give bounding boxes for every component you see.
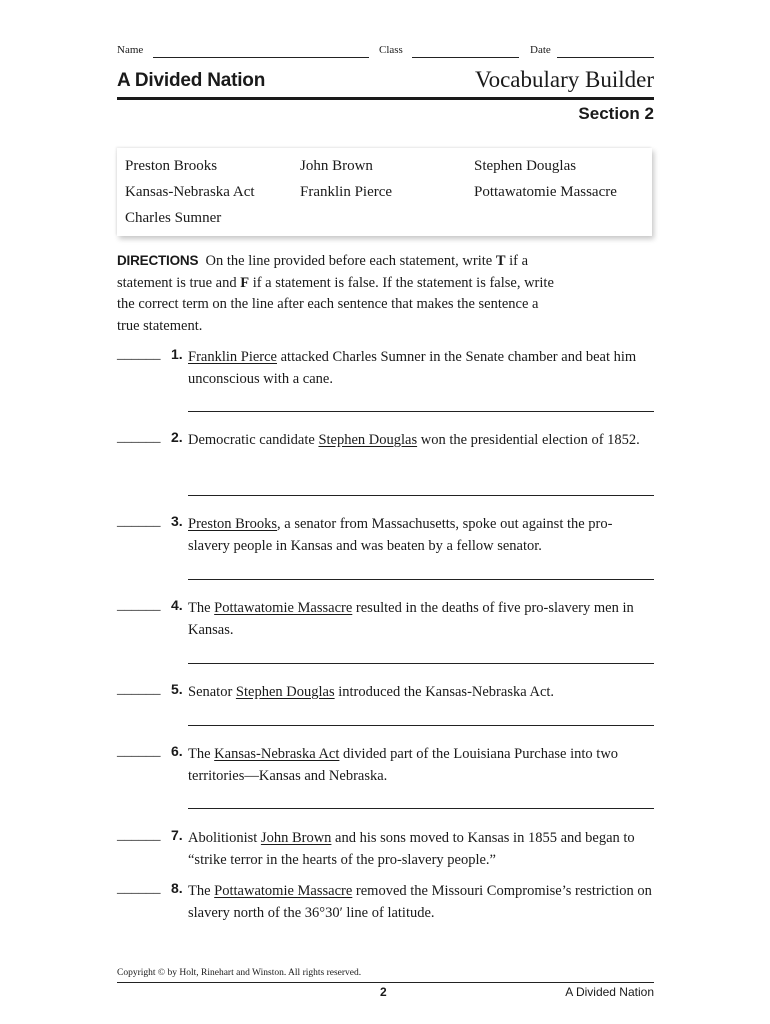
- underlined-term: Stephen Douglas: [318, 432, 418, 448]
- question-statement: Abolitionist John Brown and his sons moved to Kansas in 1855 and began to “strike terror in the hearts of the pro-slavery people.”: [188, 830, 635, 868]
- word-bank-term: Pottawatomie Massacre: [474, 184, 617, 200]
- directions-label: DIRECTIONS: [117, 253, 199, 268]
- question-statement: Democratic candidate Stephen Douglas won the presidential election of 1852.: [188, 432, 640, 448]
- true-false-blank[interactable]: ______: [117, 880, 161, 896]
- class-label: Class: [379, 44, 403, 56]
- underlined-term: Stephen Douglas: [235, 684, 335, 700]
- answer-line[interactable]: [188, 808, 654, 809]
- page-number: 2: [380, 985, 387, 999]
- word-bank-term: Franklin Pierce: [300, 184, 393, 200]
- question-number: 5.: [171, 681, 183, 697]
- answer-line[interactable]: [188, 495, 654, 496]
- true-false-blank[interactable]: ______: [117, 429, 161, 445]
- answer-line[interactable]: [188, 579, 654, 580]
- footer-divider: [117, 982, 654, 983]
- directions: [117, 250, 562, 337]
- word-bank-term: Kansas-Nebraska Act: [125, 184, 255, 200]
- directions-text: On the line provided before each statement, write: [205, 253, 496, 269]
- date-label: Date: [530, 44, 551, 56]
- date-field[interactable]: [557, 57, 654, 58]
- question-statement: The Pottawatomie Massacre removed the Missouri Compromise’s restriction on slavery north of the 36°30′ line of latitude.: [188, 883, 652, 921]
- false-marker: F: [240, 274, 250, 291]
- question-number: 2.: [171, 429, 183, 445]
- question-number: 7.: [171, 827, 183, 843]
- question-statement: Preston Brooks, a senator from Massachusetts, spoke out against the pro-slavery people in Kansas and was beaten by a fellow senator.: [188, 516, 613, 554]
- answer-line[interactable]: [188, 725, 654, 726]
- word-bank-term: John Brown: [300, 158, 373, 174]
- worksheet-title: Vocabulary Builder: [474, 67, 654, 92]
- underlined-term: Preston Brooks: [188, 516, 278, 532]
- directions-text: if a statement is true and: [117, 253, 529, 291]
- true-marker: T: [495, 253, 506, 269]
- question-number: 6.: [171, 743, 183, 759]
- true-false-blank[interactable]: ______: [117, 681, 161, 697]
- question-statement: Franklin Pierce attacked Charles Sumner in the Senate chamber and beat him unconscious with a cane.: [188, 349, 637, 387]
- underlined-term: Kansas-Nebraska Act: [214, 746, 340, 762]
- section-label: Section 2: [578, 104, 654, 123]
- word-bank-term: Charles Sumner: [125, 210, 222, 226]
- student-info-row: [117, 44, 654, 60]
- copyright-notice: Copyright © by Holt, Rinehart and Winston. All rights reserved.: [117, 968, 362, 978]
- question-number: 8.: [171, 880, 183, 896]
- answer-line[interactable]: [188, 411, 654, 412]
- title-divider: [117, 97, 654, 100]
- underlined-term: Franklin Pierce: [188, 349, 277, 365]
- true-false-blank[interactable]: ______: [117, 513, 161, 529]
- word-bank-term: Stephen Douglas: [474, 158, 577, 174]
- word-bank: [117, 148, 652, 236]
- question-statement: The Kansas-Nebraska Act divided part of the Louisiana Purchase into two territories—Kansas and Nebraska.: [188, 746, 619, 784]
- true-false-blank[interactable]: ______: [117, 597, 161, 613]
- question-number: 3.: [171, 513, 183, 529]
- footer-title: A Divided Nation: [565, 985, 654, 999]
- chapter-title: A Divided Nation: [117, 70, 266, 91]
- question-number: 1.: [171, 346, 183, 362]
- name-field[interactable]: [153, 57, 369, 58]
- directions-text: if a statement is false. If the statement is false, write the correct term on the line after each sentence that makes the sentence a true statement.: [117, 274, 554, 334]
- answer-line[interactable]: [188, 663, 654, 664]
- question-statement: Senator Stephen Douglas introduced the Kansas-Nebraska Act.: [188, 684, 555, 700]
- name-label: Name: [117, 44, 144, 56]
- underlined-term: Pottawatomie Massacre: [214, 600, 353, 616]
- word-bank-term: Preston Brooks: [125, 158, 218, 174]
- true-false-blank[interactable]: ______: [117, 827, 161, 843]
- true-false-blank[interactable]: ______: [117, 743, 161, 759]
- class-field[interactable]: [412, 57, 519, 58]
- question-number: 4.: [171, 597, 183, 613]
- true-false-blank[interactable]: ______: [117, 346, 161, 362]
- underlined-term: Pottawatomie Massacre: [214, 883, 353, 899]
- underlined-term: John Brown: [260, 830, 332, 846]
- question-statement: The Pottawatomie Massacre resulted in the deaths of five pro-slavery men in Kansas.: [188, 600, 634, 638]
